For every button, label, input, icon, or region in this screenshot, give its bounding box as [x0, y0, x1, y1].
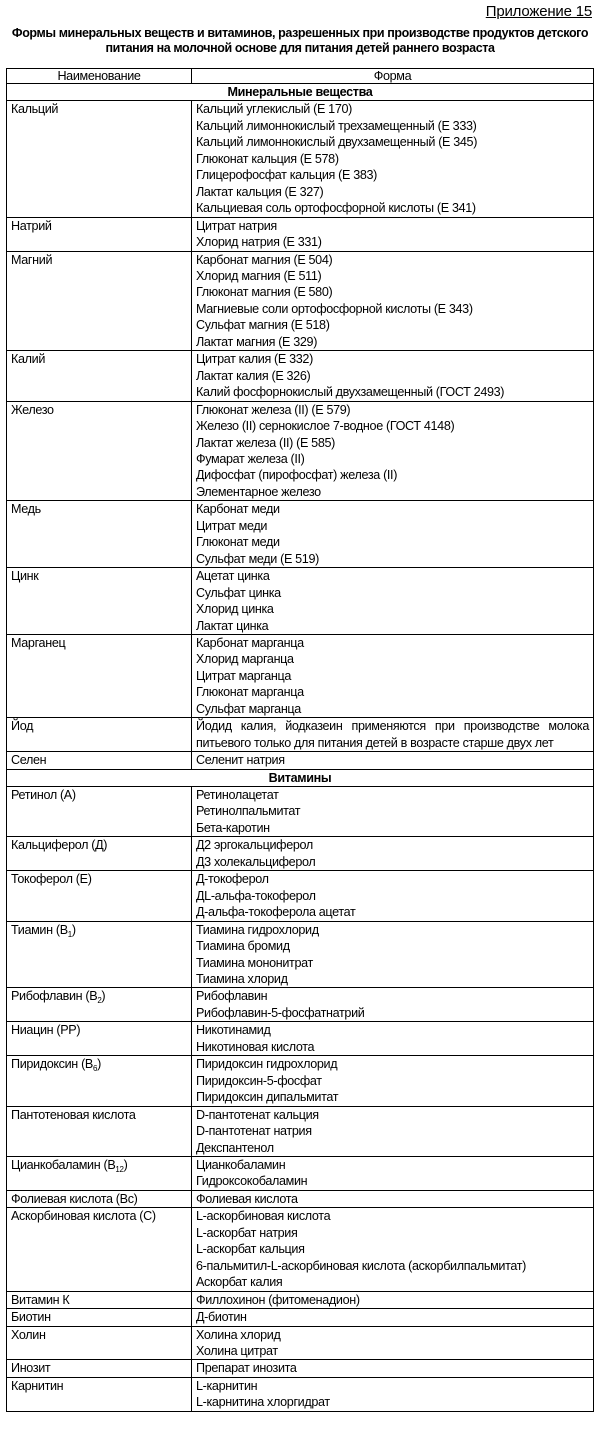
form-item: Сульфат цинка: [196, 585, 281, 600]
form-item: Глицерофосфат кальция (Е 383): [196, 168, 378, 183]
forms-cell: [192, 501, 594, 568]
table-row: [7, 1377, 594, 1411]
form-item: Лактат железа (II) (Е 585): [196, 435, 335, 450]
form-item: L-аскорбат натрия: [196, 1225, 298, 1240]
substance-name-suffix: ): [97, 1057, 101, 1072]
form-item: Селенит натрия: [196, 753, 285, 768]
table-row: [7, 921, 594, 988]
substance-name: [7, 921, 192, 988]
substance-name: [7, 1208, 192, 1291]
form-item: Сульфат меди (Е 519): [196, 551, 319, 566]
form-item: Йодид калия, йодказеин применяются при производстве молока питьевого только для питания детей в возрасте старше двух лет: [196, 719, 589, 750]
form-item: Сульфат марганца: [196, 701, 301, 716]
substance-name: [7, 871, 192, 921]
forms-cell: [192, 217, 594, 251]
substance-name: [7, 1291, 192, 1308]
forms-cell: [192, 871, 594, 921]
substance-name-text: Ниацин (РР): [11, 1023, 81, 1038]
substance-name-text: Витамин К: [11, 1292, 70, 1307]
form-item: Глюконат кальция (Е 578): [196, 151, 339, 166]
section-title: Витамины: [7, 769, 594, 786]
table-row: [7, 1326, 594, 1360]
substance-name: [7, 251, 192, 351]
substance-name-text: Калий: [11, 352, 46, 367]
substance-name-text: Инозит: [11, 1361, 51, 1376]
form-item: Лактат магния (Е 329): [196, 334, 318, 349]
table-row: [7, 1360, 594, 1377]
form-item: Лактат калия (Е 326): [196, 368, 311, 383]
form-item: ДL-альфа-токоферол: [196, 888, 316, 903]
substance-name: [7, 988, 192, 1022]
form-item: Д3 холекальциферол: [196, 854, 316, 869]
table-row: [7, 1106, 594, 1156]
form-item: Хлорид магния (Е 511): [196, 268, 322, 283]
substance-name-text: Биотин: [11, 1310, 51, 1325]
form-item: Бета-каротин: [196, 820, 270, 835]
substance-name-text: Тиамин (B: [11, 922, 68, 937]
substance-name: [7, 501, 192, 568]
substance-name-text: Токоферол (Е): [11, 872, 92, 887]
table-row: [7, 501, 594, 568]
table-row: [7, 101, 594, 217]
substance-name-suffix: ): [71, 922, 76, 937]
table-row: [7, 837, 594, 871]
form-item: Ретинолацетат: [196, 788, 279, 803]
substance-name-text: Кальциферол (Д): [11, 838, 108, 853]
section-row: [7, 769, 594, 786]
substance-name: [7, 1106, 192, 1156]
form-item: Тиамина мононитрат: [196, 955, 313, 970]
table-row: [7, 1208, 594, 1291]
table-row: [7, 1157, 594, 1191]
form-item: Хлорид цинка: [196, 602, 274, 617]
substance-name-text: Селен: [11, 753, 47, 768]
substance-name: [7, 217, 192, 251]
substance-name-text: Кальций: [11, 102, 59, 117]
form-item: Никотинамид: [196, 1023, 271, 1038]
forms-cell: [192, 1360, 594, 1377]
substance-name-text: Карнитин: [11, 1378, 64, 1393]
form-item: D-пантотенат кальция: [196, 1107, 319, 1122]
form-item: Аскорбат калия: [196, 1275, 283, 1290]
substance-name: [7, 568, 192, 635]
form-item: Цитрат марганца: [196, 668, 292, 683]
form-item: Глюконат магния (Е 580): [196, 285, 333, 300]
form-item: Никотиновая кислота: [196, 1039, 315, 1054]
form-item: Д-альфа-токоферола ацетат: [196, 905, 356, 920]
form-item: Декспантенол: [196, 1140, 274, 1155]
form-item: Кальций лимоннокислый двухзамещенный (Е 345): [196, 135, 478, 150]
form-item: Тиамина бромид: [196, 939, 290, 954]
substance-name-suffix: ): [101, 989, 106, 1004]
form-item: Фолиевая кислота: [196, 1191, 298, 1206]
forms-cell: [192, 921, 594, 988]
form-item: Карбонат магния (Е 504): [196, 252, 333, 267]
form-item: Дифосфат (пирофосфат) железа (II): [196, 468, 398, 483]
form-item: Гидроксокобаламин: [196, 1174, 308, 1189]
table-row: [7, 1309, 594, 1326]
forms-cell: [192, 1291, 594, 1308]
forms-cell: [192, 988, 594, 1022]
forms-cell: [192, 401, 594, 501]
form-item: L-аскорбиновая кислота: [196, 1209, 331, 1224]
substance-name-suffix: ): [123, 1158, 128, 1172]
header-row: [7, 69, 594, 84]
table-row: [7, 787, 594, 837]
substance-name-text: Цинк: [11, 569, 39, 584]
table-row: [7, 1056, 594, 1106]
forms-cell: [192, 837, 594, 871]
page-title: Формы минеральных веществ и витаминов, разрешенных при производстве продуктов детского питания на молочной основе для питания детей раннего возраста: [11, 26, 589, 55]
form-item: Калий фосфорнокислый двухзамещенный (ГОСТ 2493): [196, 385, 505, 400]
forms-cell: [192, 1377, 594, 1411]
form-item: Глюконат марганца: [196, 685, 304, 700]
form-item: L-аскорбат кальция: [196, 1242, 305, 1257]
forms-cell: [192, 1106, 594, 1156]
table-row: [7, 401, 594, 501]
forms-cell: [192, 351, 594, 401]
form-item: Цитрат калия (Е 332): [196, 352, 313, 367]
substance-name: [7, 351, 192, 401]
table-row: [7, 1190, 594, 1207]
forms-cell: [192, 1157, 594, 1191]
form-item: Тиамина гидрохлорид: [196, 922, 319, 937]
form-item: Д2 эргокальциферол: [196, 838, 313, 853]
forms-cell: [192, 787, 594, 837]
substance-name-text: Йод: [11, 719, 34, 734]
forms-cell: [192, 752, 594, 769]
substance-name: [7, 1022, 192, 1056]
form-item: Тиамина хлорид: [196, 972, 288, 987]
forms-cell: [192, 1208, 594, 1291]
substance-name: [7, 1309, 192, 1326]
vitamin-subscript: 2: [97, 996, 102, 1006]
substance-name: [7, 752, 192, 769]
form-item: Цитрат натрия: [196, 218, 277, 233]
substance-name-text: Натрий: [11, 218, 52, 233]
substance-name: [7, 1377, 192, 1411]
substance-name: [7, 401, 192, 501]
form-item: Рибофлавин-5-фосфатнатрий: [196, 1005, 365, 1020]
forms-cell: [192, 718, 594, 752]
forms-cell: [192, 101, 594, 217]
substance-name: [7, 718, 192, 752]
form-item: Хлорид марганца: [196, 652, 294, 667]
substance-name-text: Рибофлавин (В: [11, 989, 98, 1004]
form-item: Кальций лимоннокислый трехзамещенный (Е 333): [196, 118, 477, 133]
substance-name: [7, 1056, 192, 1106]
form-item: Глюконат железа (II) (Е 579): [196, 402, 351, 417]
table-row: [7, 351, 594, 401]
substance-name-text: Холин: [11, 1327, 46, 1342]
column-header-name: Наименование: [7, 69, 192, 84]
form-item: Фумарат железа (II): [196, 451, 305, 466]
appendix-label: Приложение 15: [485, 3, 592, 20]
substance-name: [7, 1326, 192, 1360]
substance-name-text: Ретинол (А): [11, 788, 76, 803]
form-item: Лактат кальция (Е 327): [196, 184, 324, 199]
forms-cell: [192, 1326, 594, 1360]
form-item: Цианкобаламин: [196, 1158, 286, 1172]
form-item: Хлорид натрия (Е 331): [196, 235, 322, 250]
substance-name-text: Железо: [11, 402, 54, 417]
vitamin-subscript: 12: [115, 1165, 124, 1174]
table-row: [7, 217, 594, 251]
substance-name: [7, 837, 192, 871]
substance-name: [7, 787, 192, 837]
form-item: Ацетат цинка: [196, 569, 270, 584]
table-row: [7, 752, 594, 769]
forms-cell: [192, 1056, 594, 1106]
section-row: [7, 84, 594, 101]
table-row: [7, 988, 594, 1022]
forms-cell: [192, 1309, 594, 1326]
section-title: Минеральные вещества: [7, 84, 594, 101]
substance-name-text: Пиридоксин (В: [11, 1057, 93, 1072]
form-item: L-карнитина хлоргидрат: [196, 1395, 330, 1410]
form-item: Кальциевая соль ортофосфорной кислоты (Е 341): [196, 201, 476, 216]
column-header-form: Форма: [192, 69, 594, 84]
form-item: Кальций углекислый (Е 170): [196, 102, 352, 117]
form-item: Препарат инозита: [196, 1361, 297, 1376]
form-item: Карбонат марганца: [196, 635, 304, 650]
substance-name-text: Марганец: [11, 635, 66, 650]
form-item: Лактат цинка: [196, 618, 269, 633]
forms-cell: [192, 1190, 594, 1207]
form-item: Сульфат магния (Е 518): [196, 318, 330, 333]
form-item: Пиридоксин-5-фосфат: [196, 1073, 322, 1088]
substance-name-text: Магний: [11, 252, 53, 267]
form-item: Филлохинон (фитоменадион): [196, 1292, 360, 1307]
substance-name: [7, 1157, 192, 1191]
table-row: [7, 1291, 594, 1308]
substance-name: [7, 634, 192, 717]
form-item: Глюконат меди: [196, 535, 280, 550]
forms-cell: [192, 251, 594, 351]
form-item: Цитрат меди: [196, 518, 268, 533]
form-item: Магниевые соли ортофосфорной кислоты (Е 343): [196, 301, 473, 316]
vitamin-subscript: 1: [67, 929, 72, 939]
form-item: Д-биотин: [196, 1310, 247, 1325]
table-row: [7, 1022, 594, 1056]
form-item: Элементарное железо: [196, 484, 321, 499]
substance-name-text: Медь: [11, 502, 41, 517]
substance-name: [7, 101, 192, 217]
table-row: [7, 251, 594, 351]
form-item: Пиридоксин гидрохлорид: [196, 1057, 338, 1072]
form-item: Холина цитрат: [196, 1343, 278, 1358]
table-row: [7, 871, 594, 921]
substance-name-text: Аскорбиновая кислота (С): [11, 1209, 156, 1224]
table-body: [7, 69, 594, 1412]
form-item: Железо (II) сернокислое 7-водное (ГОСТ 4148): [196, 419, 455, 434]
form-item: Пиридоксин дипальмитат: [196, 1090, 339, 1105]
forms-table: [6, 68, 594, 1412]
substance-name-text: Пантотеновая кислота: [11, 1107, 136, 1122]
form-item: Ретинолпальмитат: [196, 804, 301, 819]
table-row: [7, 568, 594, 635]
form-item: 6-пальмитил-L-аскорбиновая кислота (аскорбилпальмитат): [196, 1258, 526, 1273]
forms-cell: [192, 634, 594, 717]
form-item: D-пантотенат натрия: [196, 1124, 312, 1139]
form-item: Рибофлавин: [196, 989, 268, 1004]
substance-name-text: Цианкобаламин (В: [11, 1158, 116, 1172]
substance-name: [7, 1190, 192, 1207]
substance-name: [7, 1360, 192, 1377]
table-row: [7, 634, 594, 717]
form-item: Карбонат меди: [196, 502, 280, 517]
form-item: Холина хлорид: [196, 1327, 281, 1342]
form-item: Д-токоферол: [196, 872, 269, 887]
forms-cell: [192, 1022, 594, 1056]
forms-cell: [192, 568, 594, 635]
vitamin-subscript: 6: [92, 1064, 98, 1074]
form-item: L-карнитин: [196, 1378, 258, 1393]
substance-name-text: Фолиевая кислота (Вс): [11, 1191, 138, 1206]
table-row: [7, 718, 594, 752]
